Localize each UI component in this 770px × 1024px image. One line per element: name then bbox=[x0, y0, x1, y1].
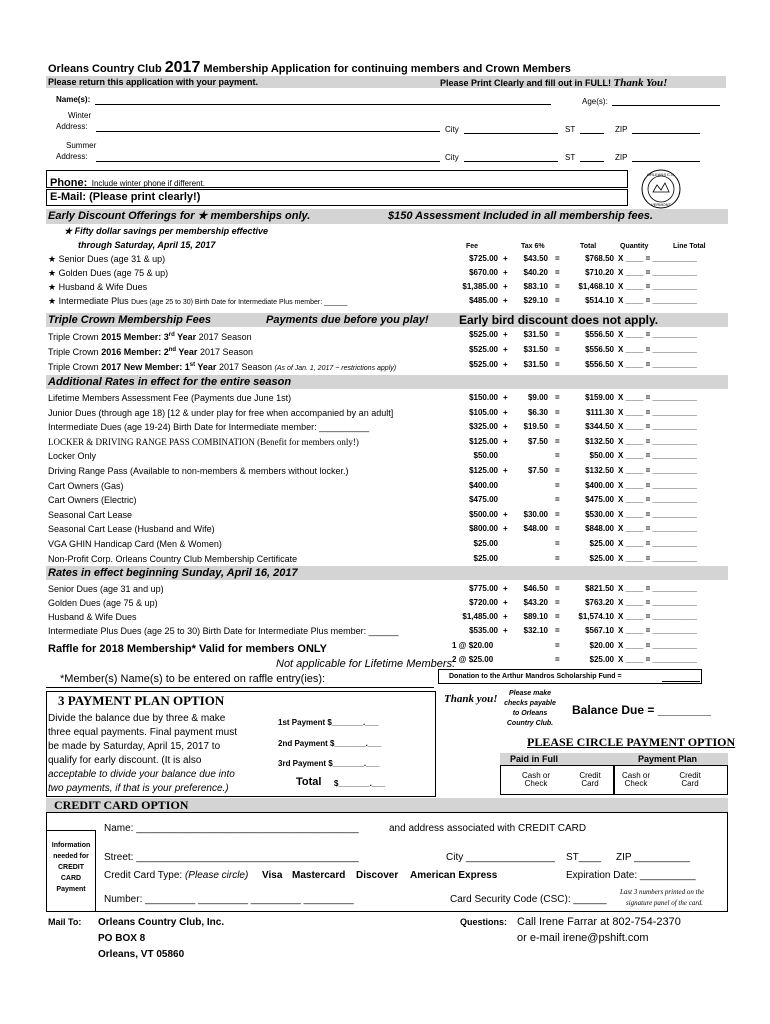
fee-value: $525.00 bbox=[469, 345, 498, 354]
early-note1: ★ Fifty dollar savings per membership effective bbox=[64, 226, 268, 236]
total-value: $475.00 bbox=[585, 495, 614, 504]
tax-value: $7.50 bbox=[527, 466, 548, 475]
equals-sign: = bbox=[555, 466, 560, 475]
equals-sign: = bbox=[555, 422, 560, 431]
fee-value: $775.00 bbox=[469, 584, 498, 593]
total-value: $111.30 bbox=[585, 408, 614, 417]
fee-value: $1,485.00 bbox=[462, 612, 498, 621]
quantity-line-field[interactable]: X ____ = __________ bbox=[618, 437, 697, 446]
raffle-title: Raffle for 2018 Membership* Valid for members ONLY bbox=[48, 643, 327, 655]
club-seal bbox=[640, 168, 682, 210]
fee-value: $150.00 bbox=[469, 393, 498, 402]
fee-value: $720.00 bbox=[469, 598, 498, 607]
fee-value: $670.00 bbox=[469, 268, 498, 277]
ages-field[interactable] bbox=[612, 105, 720, 106]
plan-text-1: Divide the balance due by three & make bbox=[48, 713, 226, 724]
fee-value: $475.00 bbox=[469, 495, 498, 504]
early-row-label: ★ Husband & Wife Dues bbox=[48, 282, 148, 292]
svg-text:ORLEANS C.C.: ORLEANS C.C. bbox=[646, 172, 676, 177]
full-credit-card[interactable]: Credit Card bbox=[579, 771, 601, 788]
summer-address-label: Address: bbox=[56, 152, 88, 161]
raffle-qty-1[interactable]: X ____ = __________ bbox=[618, 641, 697, 650]
equals-sign: = bbox=[555, 481, 560, 490]
assessment-note: $150 Assessment Included in all membership fees. bbox=[388, 210, 653, 222]
names-label: Name(s): bbox=[56, 95, 91, 104]
cc-csc-field[interactable]: Card Security Code (CSC): ______ bbox=[450, 894, 607, 905]
total-value: $556.50 bbox=[585, 330, 614, 339]
winter-city-field[interactable] bbox=[464, 133, 558, 134]
plan-text-6: two payments, if that is your preference.) bbox=[48, 783, 229, 794]
equals-sign: = bbox=[555, 626, 560, 635]
additional-row-label: Driving Range Pass (Available to non-members & members without locker.) bbox=[48, 466, 349, 476]
phone-label: Phone: Include winter phone if different. bbox=[50, 177, 205, 189]
fee-value: $800.00 bbox=[469, 524, 498, 533]
equals-sign: = bbox=[555, 345, 560, 354]
questions-email: or e-mail irene@pshift.com bbox=[517, 932, 649, 944]
cc-number-field[interactable]: Number: _________ _________ _________ _________ bbox=[104, 894, 354, 905]
plan-credit-card[interactable]: Credit Card bbox=[679, 771, 701, 788]
fee-value: $500.00 bbox=[469, 510, 498, 519]
total-value: $556.50 bbox=[585, 345, 614, 354]
plus-sign: + bbox=[503, 626, 508, 635]
equals-sign: = bbox=[555, 495, 560, 504]
fee-value: $125.00 bbox=[469, 437, 498, 446]
tax-value: $40.20 bbox=[523, 268, 548, 277]
total-value: $1,574.10 bbox=[578, 612, 614, 621]
plus-sign: + bbox=[503, 408, 508, 417]
quantity-line-field[interactable]: X ____ = __________ bbox=[618, 422, 697, 431]
tax-value: $31.50 bbox=[523, 330, 548, 339]
raffle-option-2: 2 @ $25.00 bbox=[452, 655, 494, 664]
cc-mastercard[interactable]: Mastercard bbox=[292, 870, 346, 881]
questions-phone: Call Irene Farrar at 802-754-2370 bbox=[517, 916, 681, 928]
form-title: Orleans Country Club 2017 Membership Application for continuing members and Crown Members bbox=[48, 59, 571, 76]
plus-sign: + bbox=[503, 612, 508, 621]
equals-sign: = bbox=[555, 598, 560, 607]
svg-text:VERMONT: VERMONT bbox=[651, 202, 671, 207]
first-payment[interactable]: 1st Payment $_______.___ bbox=[278, 718, 379, 727]
additional-row-label: Cart Owners (Gas) bbox=[48, 480, 124, 491]
equals-sign: = bbox=[555, 360, 560, 369]
additional-row-label: Intermediate Dues (age 19-24) Birth Date for Intermediate member: __________ bbox=[48, 422, 370, 433]
early-row-label: ★ Intermediate Plus Dues (age 25 to 30) Birth Date for Intermediate Plus member: ______ bbox=[48, 296, 348, 306]
col-total: Total bbox=[580, 243, 597, 250]
summer-zip-label: ZIP bbox=[615, 153, 628, 162]
total-value: $514.10 bbox=[585, 296, 614, 305]
mail-line-3: Orleans, VT 05860 bbox=[98, 949, 185, 960]
fee-value: $1,385.00 bbox=[462, 282, 498, 291]
total-value: $132.50 bbox=[585, 437, 614, 446]
equals-sign: = bbox=[555, 510, 560, 519]
cc-expiration-field[interactable]: Expiration Date: __________ bbox=[566, 870, 696, 881]
early-bird-note: Early bird discount does not apply. bbox=[459, 313, 659, 327]
full-cash-check[interactable]: Cash or Check bbox=[521, 771, 550, 788]
april-row-label: Golden Dues (age 75 & up) bbox=[48, 598, 158, 608]
plus-sign: + bbox=[503, 466, 508, 475]
fee-value: $725.00 bbox=[469, 254, 498, 263]
raffle-names-label: *Member(s) Name(s) to be entered on raffle entry(ies): bbox=[60, 673, 326, 685]
fee-value: $325.00 bbox=[469, 422, 498, 431]
triple-due: Payments due before you play! bbox=[266, 314, 429, 326]
summer-st-field[interactable] bbox=[580, 161, 604, 162]
cc-info-label: Information needed for CREDIT CARD Payment bbox=[51, 842, 91, 893]
tax-value: $89.10 bbox=[523, 612, 548, 621]
quantity-line-field[interactable]: X ____ = __________ bbox=[618, 345, 697, 354]
col-qty: Quantity bbox=[620, 243, 649, 250]
plan-cash-check[interactable]: Cash or Check bbox=[621, 771, 650, 788]
plan-total-field[interactable]: $_______.___ bbox=[334, 779, 386, 788]
summer-st-label: ST bbox=[565, 153, 576, 162]
total-value: $1,468.10 bbox=[578, 282, 614, 291]
april-row-label: Husband & Wife Dues bbox=[48, 612, 137, 622]
equals-sign: = bbox=[555, 612, 560, 621]
plus-sign: + bbox=[503, 584, 508, 593]
tax-value: $48.00 bbox=[523, 524, 548, 533]
cc-city-field[interactable]: City ________________ bbox=[446, 852, 555, 863]
equals-sign: = bbox=[555, 254, 560, 263]
donation-label: Donation to the Arthur Mandros Scholarship Fund = bbox=[449, 673, 622, 680]
equals-sign: = bbox=[555, 437, 560, 446]
winter-zip-label: ZIP bbox=[615, 125, 628, 134]
summer-address-field[interactable] bbox=[96, 161, 440, 162]
tax-value: $6.30 bbox=[527, 408, 548, 417]
raffle-names-field[interactable] bbox=[46, 687, 434, 688]
plus-sign: + bbox=[503, 268, 508, 277]
payable-l3: to Orleans bbox=[512, 710, 548, 717]
cc-name-field[interactable]: Name: ________________________________________ bbox=[104, 823, 359, 834]
total-value: $159.00 bbox=[585, 393, 614, 402]
fee-value: $485.00 bbox=[469, 296, 498, 305]
triple-row-label: Triple Crown 2016 Member: 2nd Year 2017 Season bbox=[48, 347, 253, 357]
fee-value: $25.00 bbox=[473, 554, 498, 563]
summer-zip-field[interactable] bbox=[632, 161, 700, 162]
tax-value: $30.00 bbox=[523, 510, 548, 519]
quantity-line-field[interactable]: X ____ = __________ bbox=[618, 626, 697, 635]
tax-value: $31.50 bbox=[523, 345, 548, 354]
plus-sign: + bbox=[503, 254, 508, 263]
quantity-line-field[interactable]: X ____ = __________ bbox=[618, 466, 697, 475]
total-value: $400.00 bbox=[585, 481, 614, 490]
quantity-line-field[interactable]: X ____ = __________ bbox=[618, 330, 697, 339]
summer-city-label: City bbox=[445, 153, 459, 162]
raffle-not-applicable: Not applicable for Lifetime Members. bbox=[276, 658, 456, 670]
plus-sign: + bbox=[503, 510, 508, 519]
tax-value: $31.50 bbox=[523, 360, 548, 369]
equals-sign: = bbox=[555, 268, 560, 277]
plus-sign: + bbox=[503, 524, 508, 533]
cc-title: CREDIT CARD OPTION bbox=[54, 798, 189, 812]
payment-plan-title: 3 PAYMENT PLAN OPTION bbox=[58, 693, 225, 708]
third-payment[interactable]: 3rd Payment $_______.___ bbox=[278, 759, 380, 768]
raffle-total-2: $25.00 bbox=[589, 655, 614, 664]
quantity-line-field[interactable]: X ____ = __________ bbox=[618, 282, 697, 291]
total-value: $344.50 bbox=[585, 422, 614, 431]
cc-csc-note-1: Last 3 numbers printed on the bbox=[620, 888, 705, 896]
equals-sign: = bbox=[555, 282, 560, 291]
early-heading: Early Discount Offerings for ★ memberships only. bbox=[48, 210, 311, 222]
quantity-line-field[interactable]: X ____ = __________ bbox=[618, 254, 697, 263]
tax-value: $9.00 bbox=[527, 393, 548, 402]
equals-sign: = bbox=[555, 584, 560, 593]
quantity-line-field[interactable]: X ____ = __________ bbox=[618, 554, 697, 563]
plan-text-2: three equal payments. Final payment must bbox=[48, 727, 237, 738]
cc-street-field[interactable]: Street: ________________________________________ bbox=[104, 852, 359, 863]
cc-zip-field[interactable]: ZIP __________ bbox=[616, 852, 690, 863]
quantity-line-field[interactable]: X ____ = __________ bbox=[618, 360, 697, 369]
triple-row-label: Triple Crown 2015 Member: 3rd Year 2017 Season bbox=[48, 332, 252, 342]
payable-l1: Please make bbox=[508, 690, 552, 697]
winter-zip-field[interactable] bbox=[632, 133, 700, 134]
fee-value: $400.00 bbox=[469, 481, 498, 490]
plus-sign: + bbox=[503, 330, 508, 339]
tax-value: $43.50 bbox=[523, 254, 548, 263]
plus-sign: + bbox=[503, 282, 508, 291]
col-fee: Fee bbox=[466, 243, 479, 250]
cc-type-label: Credit Card Type: (Please circle) bbox=[104, 870, 249, 881]
total-value: $530.00 bbox=[585, 510, 614, 519]
plus-sign: + bbox=[503, 345, 508, 354]
total-value: $556.50 bbox=[585, 360, 614, 369]
paid-in-full: Paid in Full bbox=[510, 754, 559, 764]
mail-line-2: PO BOX 8 bbox=[98, 933, 146, 944]
winter-city-label: City bbox=[445, 125, 459, 134]
col-tax: Tax 6% bbox=[521, 243, 545, 250]
total-value: $25.00 bbox=[589, 554, 614, 563]
plan-total-label: Total bbox=[296, 776, 322, 788]
donation-field[interactable] bbox=[662, 681, 700, 682]
quantity-line-field[interactable]: X ____ = __________ bbox=[618, 584, 697, 593]
quantity-line-field[interactable]: X ____ = __________ bbox=[618, 268, 697, 277]
plus-sign: + bbox=[503, 360, 508, 369]
total-value: $50.00 bbox=[589, 451, 614, 460]
additional-row-label: Junior Dues (through age 18) [12 & under play for free when accompanied by an adult] bbox=[48, 407, 394, 418]
cc-csc-note-2: signature panel of the card. bbox=[626, 899, 704, 907]
col-line-total: Line Total bbox=[673, 243, 706, 250]
raffle-qty-2[interactable]: X ____ = __________ bbox=[618, 655, 697, 664]
triple-row-label: Triple Crown 2017 New Member: 1st Year 2017 Season (As of Jan. 1, 2017 ~ restrictions apply) bbox=[48, 362, 397, 372]
additional-row-label: Lifetime Members Assessment Fee (Payments due June 1st) bbox=[48, 393, 292, 403]
additional-heading: Additional Rates in effect for the entire season bbox=[48, 376, 292, 388]
equals-sign: = bbox=[555, 524, 560, 533]
ages-label: Age(s): bbox=[582, 97, 608, 106]
fee-value: $25.00 bbox=[473, 539, 498, 548]
total-value: $710.20 bbox=[585, 268, 614, 277]
equals-sign: = bbox=[555, 408, 560, 417]
early-row-label: ★ Golden Dues (age 75 & up) bbox=[48, 268, 169, 278]
cc-visa[interactable]: Visa bbox=[262, 870, 283, 881]
quantity-line-field[interactable]: X ____ = __________ bbox=[618, 539, 697, 548]
quantity-line-field[interactable]: X ____ = __________ bbox=[618, 598, 697, 607]
early-row-label: ★ Senior Dues (age 31 & up) bbox=[48, 254, 166, 264]
equals-sign: = bbox=[555, 554, 560, 563]
email-label: E-Mail: (Please print clearly!) bbox=[50, 191, 201, 203]
quantity-line-field[interactable]: X ____ = __________ bbox=[618, 495, 697, 504]
plan-text-5: acceptable to divide your balance due into bbox=[48, 769, 235, 780]
tax-value: $32.10 bbox=[523, 626, 548, 635]
quantity-line-field[interactable]: X ____ = __________ bbox=[618, 612, 697, 621]
quantity-line-field[interactable]: X ____ = __________ bbox=[618, 524, 697, 533]
cc-discover[interactable]: Discover bbox=[356, 870, 399, 881]
tax-value: $43.20 bbox=[523, 598, 548, 607]
equals-sign: = bbox=[555, 539, 560, 548]
equals-sign: = bbox=[555, 330, 560, 339]
additional-row-label: VGA GHIN Handicap Card (Men & Women) bbox=[48, 539, 222, 549]
tax-value: $29.10 bbox=[523, 296, 548, 305]
april-row-label: Senior Dues (age 31 and up) bbox=[48, 584, 164, 594]
april-row-label: Intermediate Plus Dues (age 25 to 30) Birth Date for Intermediate Plus member: ______ bbox=[48, 626, 399, 636]
fee-value: $125.00 bbox=[469, 466, 498, 475]
fee-value: $105.00 bbox=[469, 408, 498, 417]
payable-thank: Thank you! bbox=[444, 693, 498, 705]
fee-value: $525.00 bbox=[469, 360, 498, 369]
total-value: $821.50 bbox=[585, 584, 614, 593]
tax-value: $46.50 bbox=[523, 584, 548, 593]
quantity-line-field[interactable]: X ____ = __________ bbox=[618, 510, 697, 519]
second-payment[interactable]: 2nd Payment $_______.___ bbox=[278, 739, 382, 748]
fee-value: $525.00 bbox=[469, 330, 498, 339]
raffle-option-1: 1 @ $20.00 bbox=[452, 641, 494, 650]
additional-row-label: LOCKER & DRIVING RANGE PASS COMBINATION (Benefit for members only!) bbox=[48, 436, 359, 447]
payable-l4: Country Club. bbox=[506, 720, 554, 727]
tax-value: $7.50 bbox=[527, 437, 548, 446]
total-value: $848.00 bbox=[585, 524, 614, 533]
names-field[interactable] bbox=[95, 104, 551, 105]
total-value: $763.20 bbox=[585, 598, 614, 607]
plus-sign: + bbox=[503, 296, 508, 305]
april-heading: Rates in effect beginning Sunday, April 16, 2017 bbox=[48, 567, 298, 579]
fee-value: $50.00 bbox=[473, 451, 498, 460]
raffle-eq-1: = bbox=[555, 641, 560, 650]
plus-sign: + bbox=[503, 422, 508, 431]
questions-label: Questions: bbox=[460, 917, 508, 927]
total-value: $567.10 bbox=[585, 626, 614, 635]
plan-text-4: qualify for early discount. (It is also bbox=[48, 755, 202, 766]
payable-l2: checks payable bbox=[504, 700, 556, 707]
circle-option-title: PLEASE CIRCLE PAYMENT OPTION bbox=[527, 735, 736, 749]
mail-line-1: Orleans Country Club, Inc. bbox=[98, 917, 225, 928]
total-value: $25.00 bbox=[589, 539, 614, 548]
total-value: $768.50 bbox=[585, 254, 614, 263]
total-value: $132.50 bbox=[585, 466, 614, 475]
winter-st-label: ST bbox=[565, 125, 576, 134]
early-note2: through Saturday, April 15, 2017 bbox=[78, 240, 216, 250]
cc-address-note: and address associated with CREDIT CARD bbox=[389, 823, 587, 834]
payment-plan-label: Payment Plan bbox=[638, 754, 698, 764]
plus-sign: + bbox=[503, 598, 508, 607]
additional-row-label: Locker Only bbox=[48, 451, 97, 462]
plus-sign: + bbox=[503, 437, 508, 446]
equals-sign: = bbox=[555, 393, 560, 402]
plan-text-3: be made by Saturday, April 15, 2017 to bbox=[48, 741, 221, 752]
additional-row-label: Non-Profit Corp. Orleans Country Club Membership Certificate bbox=[48, 553, 298, 564]
mail-to-label: Mail To: bbox=[48, 917, 82, 927]
plus-sign: + bbox=[503, 393, 508, 402]
summer-label: Summer bbox=[66, 141, 97, 150]
winter-address-field[interactable] bbox=[96, 131, 440, 132]
return-note: Please return this application with your payment. bbox=[48, 77, 259, 87]
quantity-line-field[interactable]: X ____ = __________ bbox=[618, 481, 697, 490]
winter-address-label: Address: bbox=[56, 122, 88, 131]
raffle-total-1: $20.00 bbox=[589, 641, 614, 650]
quantity-line-field[interactable]: X ____ = __________ bbox=[618, 393, 697, 402]
balance-due[interactable]: Balance Due = ________ bbox=[572, 703, 712, 717]
additional-row-label: Seasonal Cart Lease (Husband and Wife) bbox=[48, 524, 215, 535]
equals-sign: = bbox=[555, 451, 560, 460]
additional-row-label: Cart Owners (Electric) bbox=[48, 495, 137, 506]
tax-value: $83.10 bbox=[523, 282, 548, 291]
tax-value: $19.50 bbox=[523, 422, 548, 431]
winter-label: Winter bbox=[68, 111, 92, 120]
equals-sign: = bbox=[555, 296, 560, 305]
additional-row-label: Seasonal Cart Lease bbox=[48, 509, 133, 520]
triple-heading: Triple Crown Membership Fees bbox=[48, 314, 212, 326]
cc-st-field[interactable]: ST____ bbox=[566, 852, 602, 863]
cc-amex[interactable]: American Express bbox=[410, 870, 498, 881]
print-note: Please Print Clearly and fill out in FULL! Thank You! bbox=[440, 77, 668, 89]
summer-city-field[interactable] bbox=[464, 161, 558, 162]
quantity-line-field[interactable]: X ____ = __________ bbox=[618, 451, 697, 460]
raffle-eq-2: = bbox=[555, 655, 560, 664]
fee-value: $535.00 bbox=[469, 626, 498, 635]
quantity-line-field[interactable]: X ____ = __________ bbox=[618, 296, 697, 305]
quantity-line-field[interactable]: X ____ = __________ bbox=[618, 408, 697, 417]
winter-st-field[interactable] bbox=[580, 133, 604, 134]
